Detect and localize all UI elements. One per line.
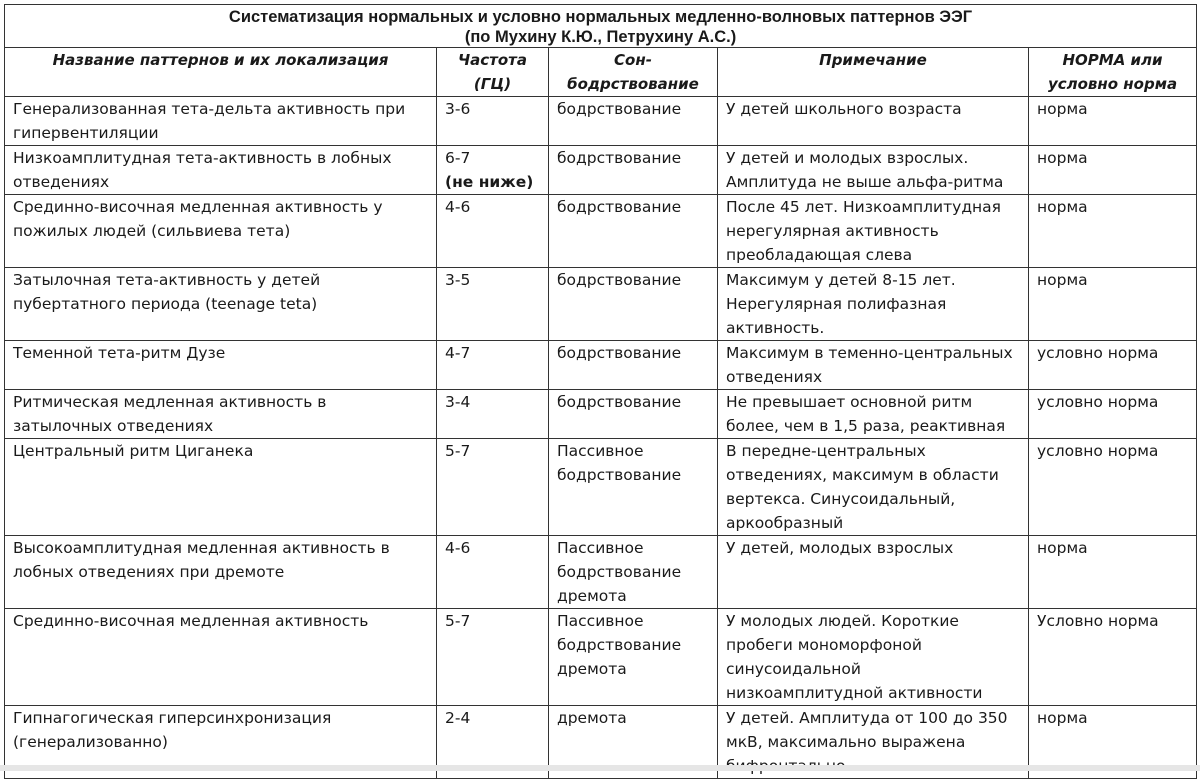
table-row [5,439,1197,536]
pattern-frequency: 4-7 [437,341,549,390]
table-title [5,5,1197,48]
pattern-name: Ритмическая медленная активность в затылочных отведениях [5,390,437,439]
frequency-note: (не ниже) [445,173,534,191]
pattern-norm: норма [1029,536,1197,609]
pattern-note: У детей. Амплитуда от 100 до 350 мкВ, максимально выражена [718,706,1029,779]
pattern-name: Центральный ритм Циганека [5,439,437,536]
pattern-norm: норма [1029,97,1197,146]
pattern-note: У детей, молодых взрослых [718,536,1029,609]
table-row [5,390,1197,439]
pattern-name: Срединно-височная медленная активность [5,609,437,706]
table-row [5,146,1197,195]
pattern-frequency: 5-7 [437,439,549,536]
table-row [5,195,1197,268]
pattern-state: бодрствование [549,146,718,195]
pattern-state: бодрствование [549,195,718,268]
header-sleep-wake: Сон- бодрствование [549,48,718,97]
pattern-norm: условно норма [1029,390,1197,439]
title-line-1: Систематизация нормальных и условно нормальных медленно-волновых паттернов ЭЭГ [228,8,973,26]
pattern-note: Максимум в теменно-центральных отведениях [718,341,1029,390]
table-row [5,609,1197,706]
title-line-2: (по Мухину К.Ю., Петрухину А.С.) [464,28,737,46]
table-row [5,97,1197,146]
pattern-norm: Условно норма [1029,609,1197,706]
pattern-note: У молодых людей. Короткие пробеги мономорфоной синусоидальной низкоамплитудной активности [718,609,1029,706]
pattern-frequency: 5-7 [437,609,549,706]
pattern-state: Пассивное бодрствование дремота [549,536,718,609]
pattern-name: Затылочная тета-активность у детей пубертатного периода (teenage teta) [5,268,437,341]
pattern-frequency: 2-4 [437,706,549,779]
pattern-frequency: 6-7 (не ниже) [437,146,549,195]
pattern-state: бодрствование [549,268,718,341]
pattern-name: Низкоамплитудная тета-активность в лобных отведениях [5,146,437,195]
header-name: Название паттернов и их локализация [5,48,437,97]
pattern-name: Генерализованная тета-дельта активность при гипервентиляции [5,97,437,146]
pattern-frequency: 4-6 [437,195,549,268]
pattern-note: В передне-центральных отведениях, максимум в области вертекса. Синусоидальный, аркообразный [718,439,1029,536]
eeg-patterns-table [4,4,1197,779]
pattern-frequency: 3-6 [437,97,549,146]
pattern-name: Гипнагогическая гиперсинхронизация (генерализованно) [5,706,437,779]
pattern-note: У детей и молодых взрослых. Амплитуда не выше альфа-ритма [718,146,1029,195]
pattern-note: Не превышает основной ритм более, чем в 1,5 раза, реактивная [718,390,1029,439]
pattern-norm: норма [1029,146,1197,195]
pattern-state: Пассивное бодрствование дремота [549,609,718,706]
table-row [5,341,1197,390]
pattern-frequency: 3-5 [437,268,549,341]
pattern-norm: условно норма [1029,439,1197,536]
pattern-norm: норма [1029,706,1197,779]
pattern-name: Теменной тета-ритм Дузе [5,341,437,390]
header-note: Примечание [718,48,1029,97]
pattern-frequency: 3-4 [437,390,549,439]
pattern-state: Пассивное бодрствование [549,439,718,536]
header-norm: НОРМА или условно норма [1029,48,1197,97]
pattern-state: бодрствование [549,390,718,439]
pattern-state: бодрствование [549,341,718,390]
pattern-state: дремота [549,706,718,779]
pattern-norm: условно норма [1029,341,1197,390]
header-frequency: Частота (ГЦ) [437,48,549,97]
pattern-frequency: 4-6 [437,536,549,609]
pattern-note: Максимум у детей 8-15 лет. Нерегулярная полифазная активность. [718,268,1029,341]
pattern-norm: норма [1029,268,1197,341]
pattern-note: У детей школьного возраста [718,97,1029,146]
table-row [5,536,1197,609]
header-row [5,48,1197,97]
pattern-name: Высокоамплитудная медленная активность в лобных отведениях при дремоте [5,536,437,609]
pattern-name: Срединно-височная медленная активность у пожилых людей (сильвиева тета) [5,195,437,268]
table-row [5,268,1197,341]
pattern-note: После 45 лет. Низкоамплитудная нерегулярная активность преобладающая слева [718,195,1029,268]
pattern-state: бодрствование [549,97,718,146]
bottom-scroll-strip [0,765,1200,771]
pattern-norm: норма [1029,195,1197,268]
